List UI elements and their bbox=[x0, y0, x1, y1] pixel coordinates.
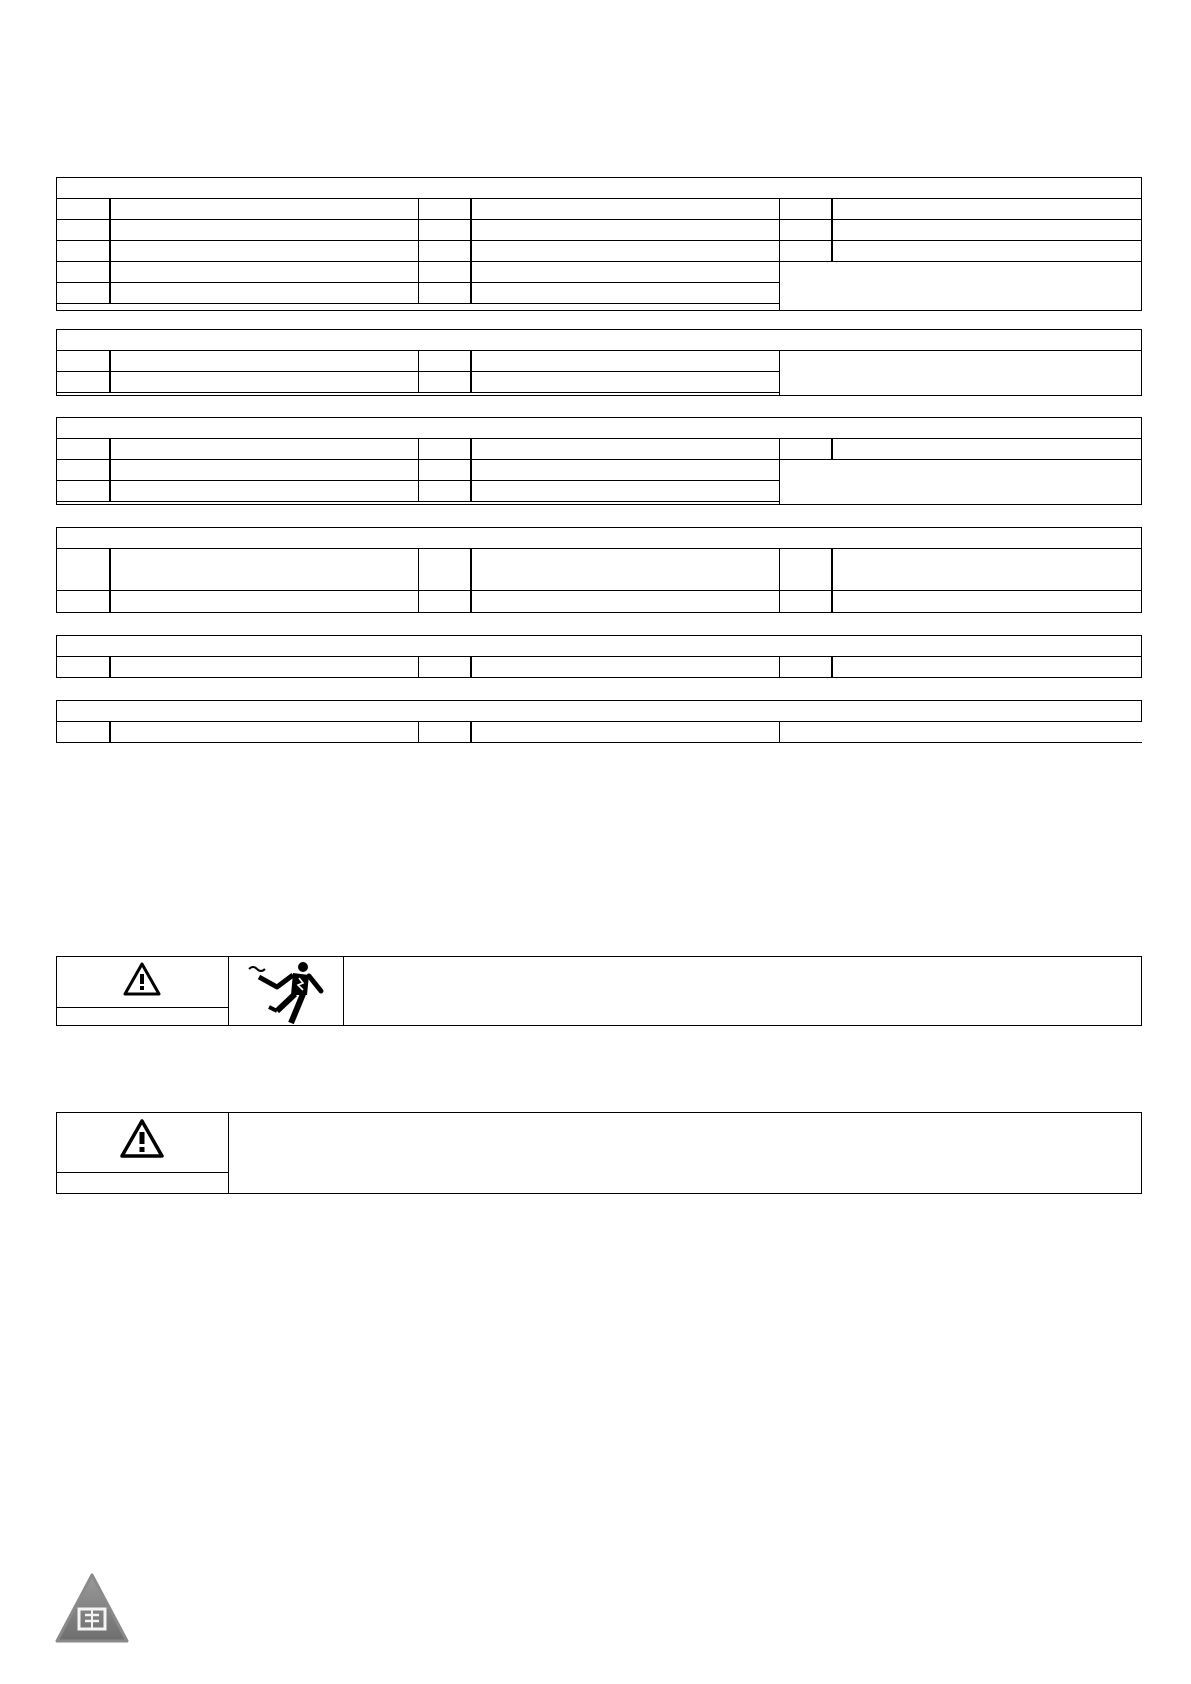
form-block-6 bbox=[56, 700, 1142, 743]
table-row bbox=[57, 722, 1142, 743]
warning-label-column bbox=[57, 1113, 229, 1193]
warning-label-column bbox=[57, 957, 229, 1025]
merged-cell bbox=[779, 264, 1141, 310]
manufacturer-logo-icon bbox=[54, 1572, 130, 1644]
merged-cell bbox=[779, 351, 1141, 395]
form-block-5 bbox=[56, 635, 1142, 678]
electric-shock-icon bbox=[247, 959, 327, 1025]
warning-pictogram-column bbox=[229, 957, 344, 1025]
table-row bbox=[57, 591, 1141, 612]
block-header bbox=[57, 330, 1141, 351]
table-row bbox=[57, 220, 1141, 241]
form-block-1 bbox=[56, 177, 1142, 311]
block-header bbox=[57, 418, 1141, 439]
warning-triangle-icon bbox=[123, 962, 161, 996]
merged-cell bbox=[779, 460, 1141, 504]
block-header bbox=[57, 178, 1141, 199]
form-block-3 bbox=[56, 417, 1142, 505]
warning-text-cell bbox=[229, 1113, 1141, 1193]
warning-text-cell bbox=[344, 957, 1141, 1025]
table-row bbox=[57, 199, 1141, 220]
block-header bbox=[57, 701, 1142, 722]
form-block-4 bbox=[56, 527, 1142, 613]
table-row bbox=[57, 241, 1141, 262]
warning-triangle-icon bbox=[120, 1119, 164, 1159]
table-row bbox=[57, 439, 1141, 460]
warning-box-electric bbox=[56, 956, 1142, 1026]
warning-label-cell bbox=[57, 1007, 228, 1027]
block-header bbox=[57, 636, 1141, 657]
table-row bbox=[57, 549, 1141, 591]
warning-box-general bbox=[56, 1112, 1142, 1194]
form-block-2 bbox=[56, 329, 1142, 396]
block-header bbox=[57, 528, 1141, 549]
table-row bbox=[57, 657, 1141, 678]
warning-label-cell bbox=[57, 1172, 228, 1195]
